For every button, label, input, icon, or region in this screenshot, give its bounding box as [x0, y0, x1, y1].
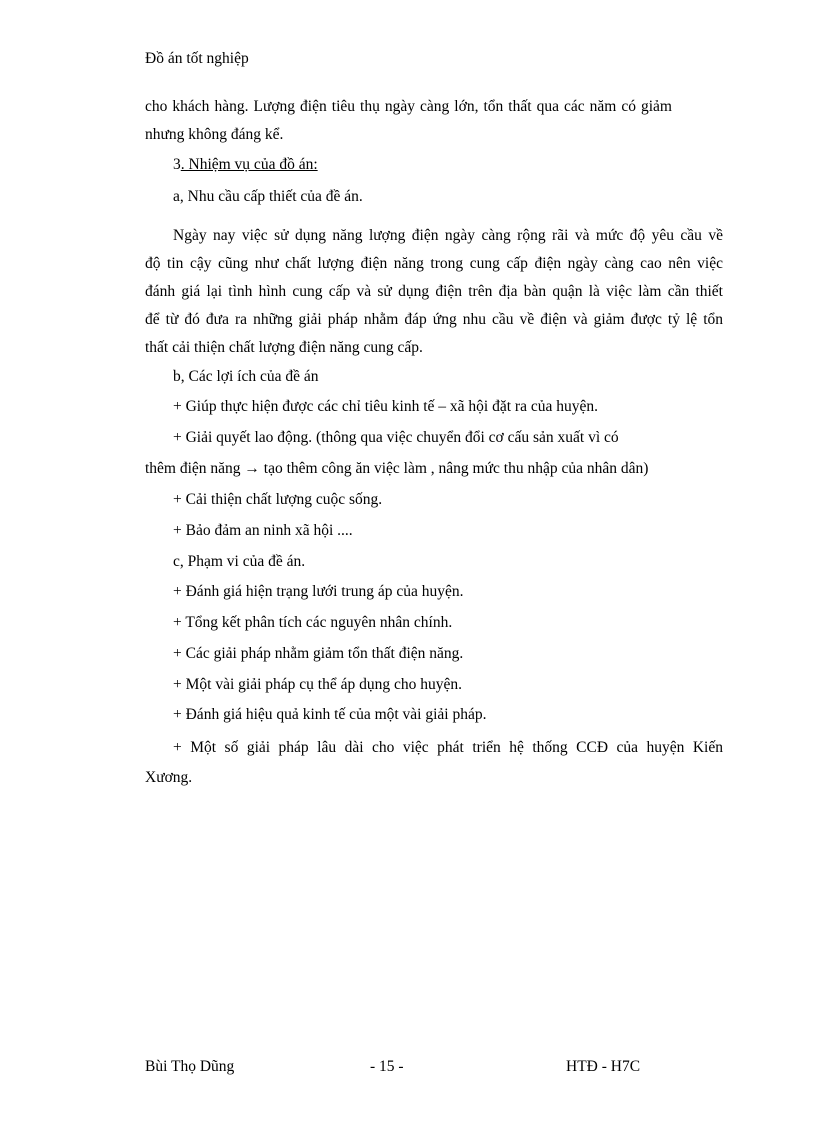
- paragraph-line: đánh giá lại tình hình cung cấp và sử dụng điện trên địa bàn quận là việc làm cần thiết: [145, 283, 723, 300]
- list-item: + Đánh giá hiệu quả kinh tế của một vài giải pháp.: [173, 706, 487, 723]
- paragraph-line: cho khách hàng. Lượng điện tiêu thụ ngày càng lớn, tổn thất qua các năm có giảm: [145, 98, 672, 115]
- footer-author: Bùi Thọ Dũng: [145, 1058, 235, 1075]
- list-item: thêm điện năng → tạo thêm công ăn việc làm , nâng mức thu nhập của nhân dân): [145, 460, 649, 477]
- paragraph-line: thất cải thiện chất lượng điện năng cung cấp.: [145, 339, 423, 356]
- list-item: Xương.: [145, 769, 193, 786]
- paragraph-line: độ tin cậy cũng như chất lượng điện năng trong cung cấp điện ngày càng cao nên việc: [145, 255, 723, 272]
- list-item: + Các giải pháp nhằm giảm tổn thất điện năng.: [173, 645, 464, 662]
- page-header: Đồ án tốt nghiệp: [145, 50, 249, 67]
- list-item: + Tổng kết phân tích các nguyên nhân chính.: [173, 614, 453, 631]
- list-item: + Đánh giá hiện trạng lưới trung áp của huyện.: [173, 583, 464, 600]
- list-item: + Giải quyết lao động. (thông qua việc chuyển đổi cơ cấu sản xuất vì có: [173, 429, 619, 446]
- footer-class: HTĐ - H7C: [566, 1058, 641, 1075]
- section-heading: [173, 156, 318, 174]
- paragraph-line: nhưng không đáng kể.: [145, 126, 284, 143]
- list-item: + Cải thiện chất lượng cuộc sống.: [173, 491, 383, 508]
- subsection-c-title: c, Phạm vi của đề án.: [173, 553, 306, 570]
- paragraph-line: Ngày nay việc sử dụng năng lượng điện ngày càng rộng rãi và mức độ yêu cầu về: [173, 227, 723, 244]
- paragraph-line: để từ đó đưa ra những giải pháp nhằm đáp ứng nhu cầu về điện và giảm được tỷ lệ tổn: [145, 311, 723, 328]
- subsection-b-title: b, Các lợi ích của đề án: [173, 368, 319, 385]
- section-number: 3: [173, 156, 181, 173]
- list-item: + Giúp thực hiện được các chỉ tiêu kinh tế – xã hội đặt ra của huyện.: [173, 398, 598, 415]
- list-item: + Một số giải pháp lâu dài cho việc phát triển hệ thống CCĐ của huyện Kiến: [173, 739, 723, 756]
- section-title: . Nhiệm vụ của đồ án:: [180, 156, 318, 173]
- footer-page-number: - 15 -: [370, 1058, 404, 1075]
- subsection-a-title: a, Nhu cầu cấp thiết của đề án.: [173, 188, 363, 205]
- list-item: + Một vài giải pháp cụ thể áp dụng cho huyện.: [173, 676, 462, 693]
- list-item: + Bảo đảm an ninh xã hội ....: [173, 522, 353, 539]
